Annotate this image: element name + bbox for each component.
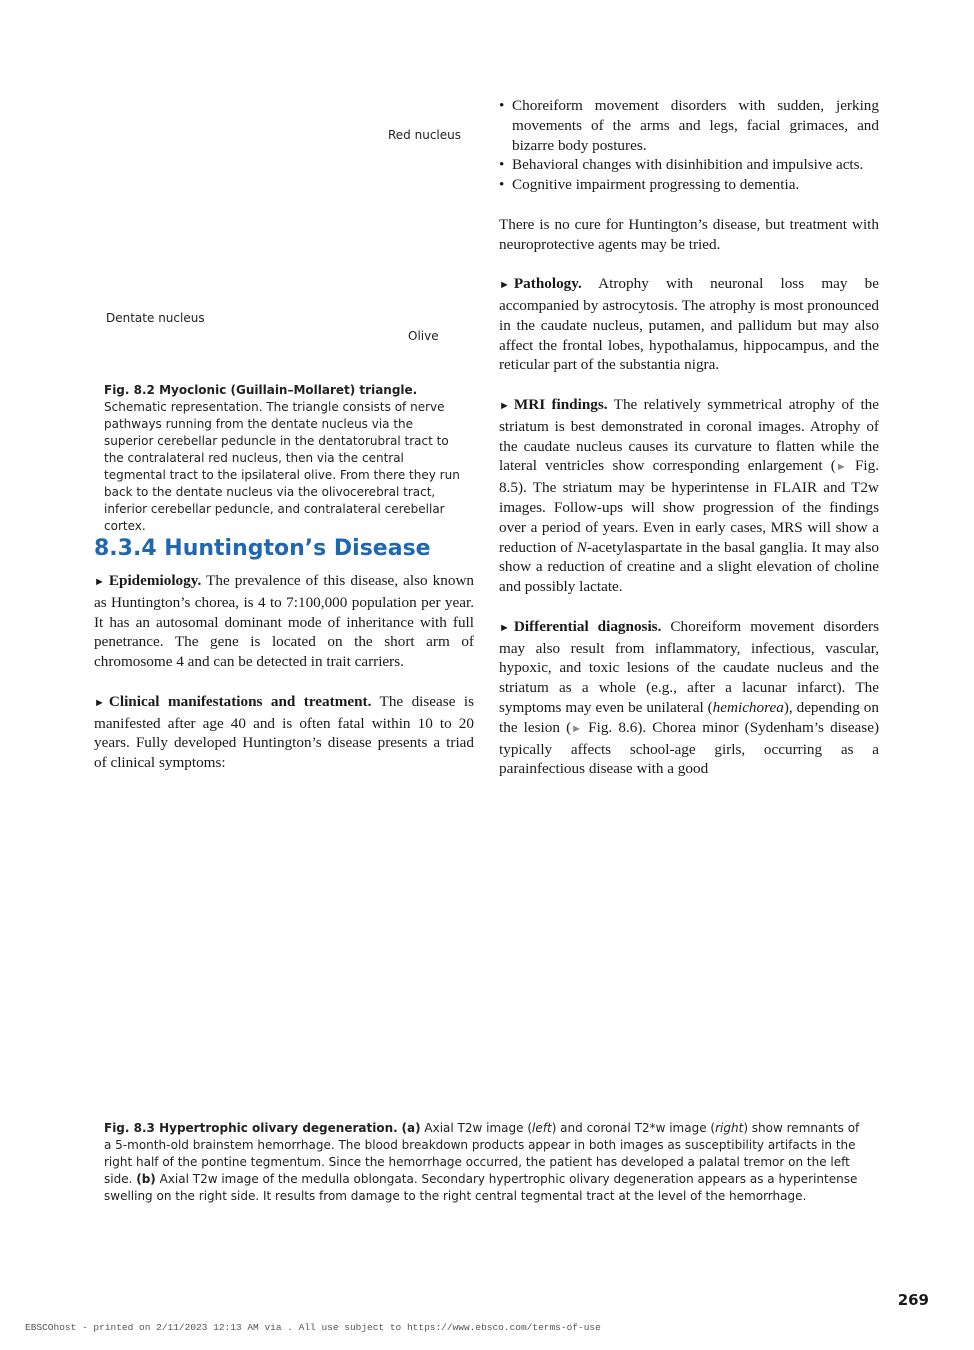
- epidemiology-paragraph: ► Epidemiology. The prevalence of this disease, also known as Huntington’s chorea, is 4 to 7:100,000 population per year. It has an autosomal dominant mode of inheritance with full penetrance. The gene is located on the short arm of chromosome 4 and can be detected in trait carriers.: [94, 572, 474, 671]
- footer-notice: EBSCOhost - printed on 2/11/2023 12:13 AM via . All use subject to https://www.ebsco.com/terms-of-use: [25, 1322, 601, 1333]
- caption-title: Fig. 8.2 Myoclonic (Guillain–Mollaret) triangle.: [104, 383, 418, 397]
- figure-reference-link[interactable]: Fig. 8.6: [582, 718, 638, 736]
- list-item: • Behavioral changes with disinhibition and impulsive acts.: [499, 155, 879, 175]
- list-item: • Cognitive impairment progressing to dementia.: [499, 175, 879, 195]
- differential-paragraph: ► Differential diagnosis. Choreiform movement disorders may also result from inflammatory, infectious, vascular, hypoxic, and toxic lesions of the caudate nucleus and the striatum as a whole (e.g., after a lacunar infarct). The symptoms may even be unilateral (hemichorea), depending on the lesion (► Fig. 8.6). Chorea minor (Sydenham’s disease) typically affects school-age girls, occurring as a parainfectious disease with a good: [499, 617, 879, 778]
- cross-reference-icon: ►: [571, 722, 583, 735]
- list-item: • Choreiform movement disorders with sudden, jerking movements of the arms and legs, facial grimaces, and bizarre body postures.: [499, 96, 879, 155]
- page-number: 269: [897, 1291, 929, 1309]
- run-in-heading: MRI findings.: [513, 395, 608, 413]
- label-olive: Olive: [408, 329, 439, 343]
- triangle-marker-icon: ►: [94, 696, 105, 709]
- mri-paragraph: ► MRI findings. The relatively symmetrical atrophy of the striatum is best demonstrated in coronal images. Atrophy of the caudate nucleus causes its curvature to flatten while the lateral ventricles show corresponding enlargement (► Fig. 8.5). The striatum may be hyperintense in FLAIR and T2w images. Follow-ups will show progression of the findings over a period of years. Even in early cases, MRS will show a reduction of N-acetylaspartate in the basal ganglia. It may also show a reduction of creatine and a slight elevation of choline and possibly lactate.: [499, 395, 880, 596]
- figure-reference-link[interactable]: Fig. 8.5: [499, 457, 880, 497]
- left-column: [94, 571, 474, 773]
- clinical-paragraph: ► Clinical manifestations and treatment. The disease is manifested after age 40 and is often fatal within 10 to 20 years. Fully developed Huntington’s disease presents a triad of clinical symptoms:: [94, 692, 474, 772]
- right-column: [499, 96, 879, 779]
- triangle-marker-icon: ►: [499, 279, 510, 292]
- triangle-marker-icon: ►: [499, 621, 510, 634]
- run-in-heading: Pathology.: [513, 275, 582, 293]
- triangle-marker-icon: ►: [499, 399, 510, 412]
- section-heading: 8.3.4 Huntington’s Disease: [94, 536, 431, 561]
- label-red-nucleus: Red nucleus: [388, 128, 461, 142]
- run-in-heading: Differential diagnosis.: [513, 617, 662, 635]
- pathology-paragraph: ► Pathology. Atrophy with neuronal loss may be accompanied by astrocytosis. The atrophy is most pronounced in the caudate nucleus, putamen, and pallidum but may also affect the frontal lobes, hypothalamus, hippocampus, and the reticular part of the substantia nigra.: [499, 275, 879, 374]
- caption-title: Fig. 8.3 Hypertrophic olivary degeneration.: [104, 1121, 398, 1135]
- label-dentate-nucleus: Dentate nucleus: [106, 311, 205, 325]
- figure-8-2-caption: [104, 382, 466, 535]
- caption-text: Schematic representation. The triangle consists of nerve pathways running from the dentate nucleus via the superior cerebellar peduncle in the dentatorubral tract to the contralateral red nucleus, then via the central tegmental tract to the ipsilateral olive. From there they run back to the dentate nucleus via the olivocerebral tract, inferior cerebellar peduncle, and contralateral cerebellar cortex.: [104, 400, 460, 533]
- cure-paragraph: There is no cure for Huntington’s disease, but treatment with neuroprotective agents may be tried.: [499, 215, 879, 253]
- figure-8-3-caption: Fig. 8.3 Hypertrophic olivary degeneration. (a) Axial T2w image (left) and coronal T2*w image (right) show remnants of a 5-month-old brainstem hemorrhage. The blood breakdown products appear in both images as susceptibility artifacts in the right half of the pontine tegmentum. Since the hemorrhage occurred, the patient has developed a palatal tremor on the left side. (b) Axial T2w image of the medulla oblongata. Secondary hypertrophic olivary degeneration appears as a hyperintense swelling on the right side. It results from damage to the right central tegmental tract at the level of the hemorrhage.: [104, 1121, 860, 1203]
- cross-reference-icon: ►: [835, 461, 847, 474]
- triangle-marker-icon: ►: [94, 576, 105, 588]
- symptom-list: [499, 96, 879, 195]
- run-in-heading: Epidemiology.: [108, 572, 202, 589]
- run-in-heading: Clinical manifestations and treatment.: [108, 692, 372, 710]
